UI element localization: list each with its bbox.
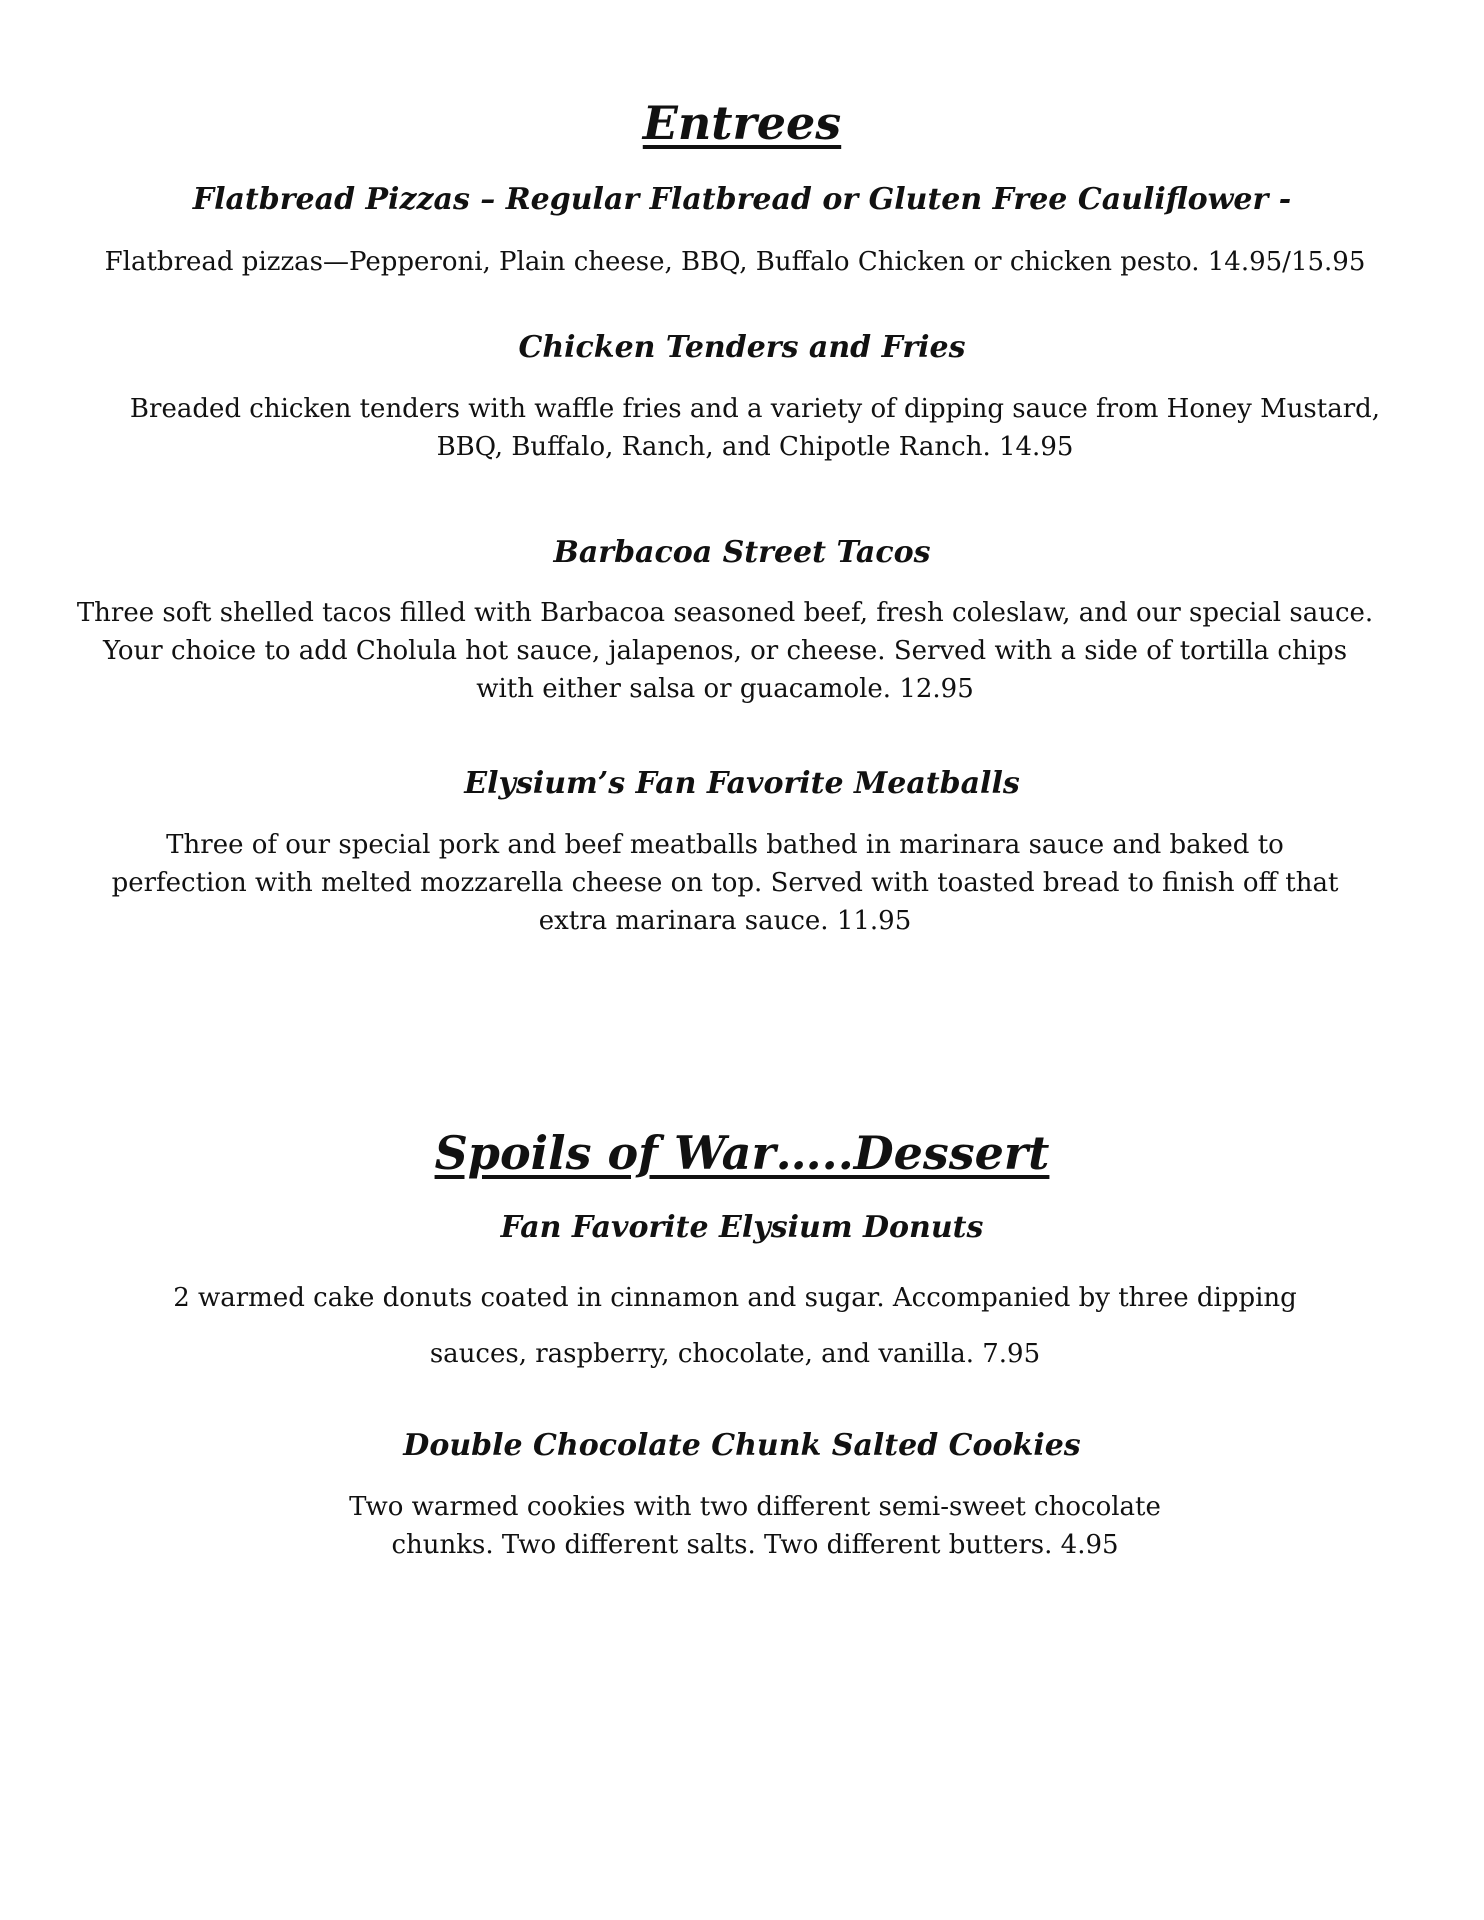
flatbread-pizzas-description xyxy=(60,243,1410,281)
description-line: Flatbread pizzas—Pepperoni, Plain cheese, BBQ, Buffalo Chicken or chicken pesto. 14.95/15.95 xyxy=(104,247,1366,277)
description-line: Breaded chicken tenders with waffle fries and a variety of dipping sauce from Honey Mustard, xyxy=(129,394,1381,424)
cookies-description xyxy=(80,1488,1430,1564)
description-line: chunks. Two different salts. Two different butters. 4.95 xyxy=(391,1530,1119,1560)
description-line: Two warmed cookies with two different semi-sweet chocolate xyxy=(349,1492,1161,1522)
meatballs-description xyxy=(50,826,1400,940)
barbacoa-tacos-title: Barbacoa Street Tacos xyxy=(553,535,931,570)
meatballs-title: Elysium’s Fan Favorite Meatballs xyxy=(464,766,1020,801)
description-line: Your choice to add Cholula hot sauce, jalapenos, or cheese. Served with a side of tortilla chips xyxy=(102,636,1348,666)
donuts-description xyxy=(60,1270,1410,1382)
cookies-title: Double Chocolate Chunk Salted Cookies xyxy=(403,1428,1081,1463)
entrees-heading: Entrees xyxy=(642,96,842,150)
description-line: with either salsa or guacamole. 12.95 xyxy=(476,674,974,704)
description-line: extra marinara sauce. 11.95 xyxy=(538,906,912,936)
donuts-title: Fan Favorite Elysium Donuts xyxy=(500,1210,984,1245)
dessert-heading: Spoils of War…..Dessert xyxy=(434,1126,1050,1180)
description-line: Three of our special pork and beef meatballs bathed in marinara sauce and baked to xyxy=(166,830,1284,860)
description-line: 2 warmed cake donuts coated in cinnamon and sugar. Accompanied by three dipping xyxy=(173,1283,1297,1313)
description-line: Three soft shelled tacos filled with Barbacoa seasoned beef, fresh coleslaw, and our special sauce. xyxy=(76,598,1374,628)
chicken-tenders-title: Chicken Tenders and Fries xyxy=(518,330,966,365)
description-line: perfection with melted mozzarella cheese on top. Served with toasted bread to finish off that xyxy=(111,868,1339,898)
barbacoa-tacos-description xyxy=(50,594,1400,708)
description-line: sauces, raspberry, chocolate, and vanilla. 7.95 xyxy=(429,1339,1041,1369)
chicken-tenders-description xyxy=(80,390,1430,466)
flatbread-pizzas-title: Flatbread Pizzas – Regular Flatbread or Gluten Free Cauliflower - xyxy=(192,182,1292,217)
description-line: BBQ, Buffalo, Ranch, and Chipotle Ranch. 14.95 xyxy=(436,432,1074,462)
